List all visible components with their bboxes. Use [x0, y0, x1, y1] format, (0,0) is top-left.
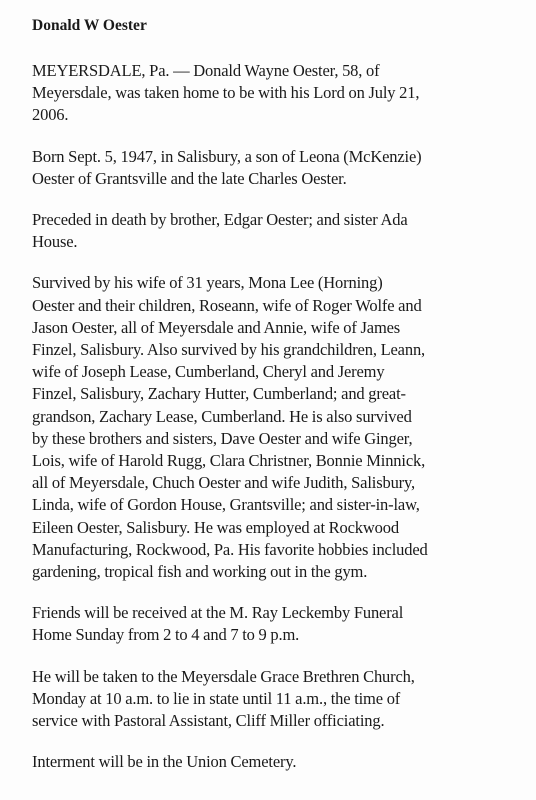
text-line: MEYERSDALE, Pa. — Donald Wayne Oester, 58, of	[32, 61, 380, 80]
text-line: Linda, wife of Gordon House, Grantsville; and sister-in-law,	[32, 495, 420, 515]
text-line: Oester of Grantsville and the late Charles Oester.	[32, 168, 347, 188]
text-line: all of Meyersdale, Chuch Oester and wife Judith, Salisbury,	[32, 473, 416, 493]
obituary-paragraph	[32, 272, 522, 583]
text-line: service with Pastoral Assistant, Cliff Miller officiating.	[32, 711, 385, 731]
obituary-paragraph	[32, 751, 522, 773]
text-line: He will be taken to the Meyersdale Grace Brethren Church,	[32, 666, 415, 686]
text-line: Preceded in death by brother, Edgar Oester; and sister Ada	[32, 210, 408, 230]
text-line: Manufacturing, Rockwood, Pa. His favorite hobbies included	[32, 539, 428, 559]
text-line: grandson, Zachary Lease, Cumberland. He is also survived	[32, 406, 412, 426]
obituary-paragraph	[32, 60, 522, 127]
text-line: Interment will be in the Union Cemetery.	[32, 752, 297, 772]
text-line: gardening, tropical fish and working out in the gym.	[32, 562, 368, 582]
text-line: Meyersdale, was taken home to be with his Lord on July 21,	[32, 83, 420, 103]
text-line: Finzel, Salisbury, Zachary Hutter, Cumberland; and great-	[32, 384, 406, 404]
obituary-body	[32, 60, 522, 773]
text-line: 2006.	[32, 105, 69, 125]
text-line: Jason Oester, all of Meyersdale and Annie, wife of James	[32, 317, 401, 337]
obituary-paragraph	[32, 602, 522, 646]
text-line: Born Sept. 5, 1947, in Salisbury, a son of Leona (McKenzie)	[32, 146, 422, 166]
text-line: Eileen Oester, Salisbury. He was employed at Rockwood	[32, 517, 399, 537]
text-line: Friends will be received at the M. Ray Leckemby Funeral	[32, 603, 404, 623]
text-line: Monday at 10 a.m. to lie in state until 11 a.m., the time of	[32, 688, 401, 708]
text-line: by these brothers and sisters, Dave Oester and wife Ginger,	[32, 428, 413, 448]
text-line: Lois, wife of Harold Rugg, Clara Christner, Bonnie Minnick,	[32, 451, 426, 471]
text-line: House.	[32, 232, 78, 252]
obituary-title: Donald W Oester	[32, 17, 147, 34]
text-line: wife of Joseph Lease, Cumberland, Cheryl and Jeremy	[32, 362, 385, 382]
text-line: Survived by his wife of 31 years, Mona Lee (Horning)	[32, 273, 383, 293]
obituary-paragraph	[32, 666, 522, 733]
text-line: Home Sunday from 2 to 4 and 7 to 9 p.m.	[32, 625, 300, 645]
obituary-paragraph	[32, 209, 522, 253]
text-line: Finzel, Salisbury. Also survived by his grandchildren, Leann,	[32, 340, 426, 360]
text-line: Oester and their children, Roseann, wife of Roger Wolfe and	[32, 295, 422, 315]
obituary-paragraph	[32, 146, 522, 190]
